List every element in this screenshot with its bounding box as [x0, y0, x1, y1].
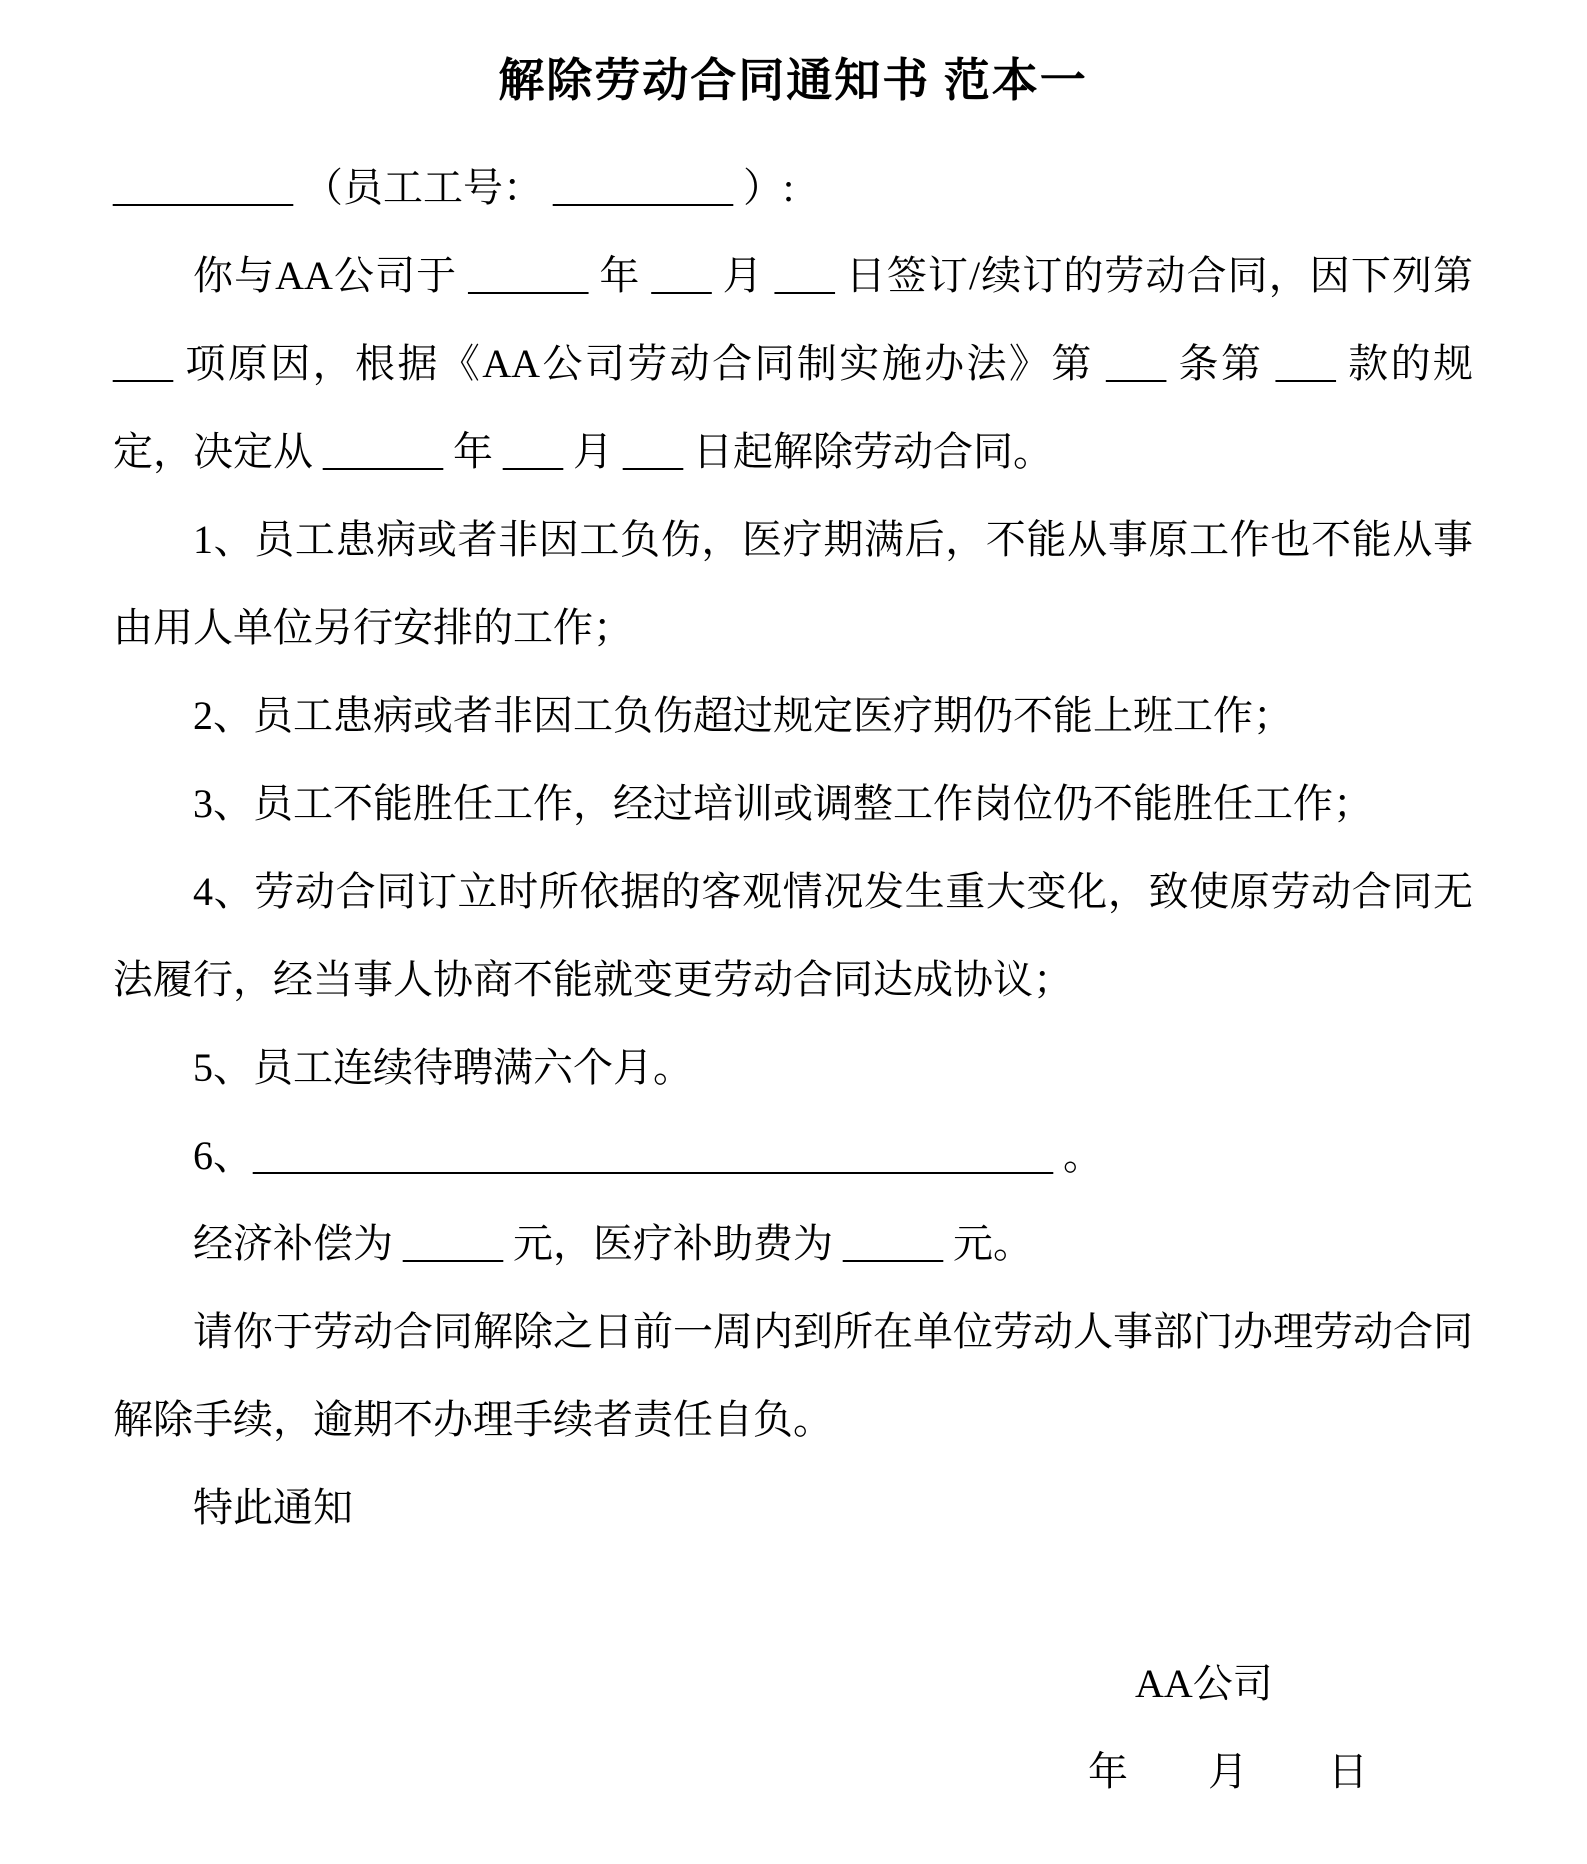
compensation-line: 经济补偿为 _____ 元，医疗补助费为 _____ 元。 — [193, 1221, 1033, 1266]
spacer — [113, 1552, 1473, 1640]
notice-paragraph: 请你于劳动合同解除之日前一周内到所在单位劳动人事部门办理劳动合同解除手续，逾期不办理手续者责任自负。 — [113, 1309, 1473, 1442]
reason-item-1: 1、员工患病或者非因工负伤，医疗期满后，不能从事原工作也不能从事由用人单位另行安排的工作； — [113, 517, 1473, 650]
reason-item-3: 3、员工不能胜任工作，经过培训或调整工作岗位仍不能胜任工作； — [193, 781, 1373, 826]
reason-item-6: 6、________________________________________ 。 — [193, 1133, 1103, 1178]
document-title: 解除劳动合同通知书 范本一 — [498, 55, 1088, 106]
intro-paragraph: 你与AA公司于 ______ 年 ___ 月 ___ 日签订/续订的劳动合同，因下列第 ___ 项原因，根据《AA公司劳动合同制实施办法》第 ___ 条第 ___ 款的规定，决定从 ______ 年 ___ 月 ___ 日起解除劳动合同。 — [113, 253, 1473, 474]
signature-date-line: 年 月 日 — [1088, 1749, 1368, 1794]
signature-company: AA公司 — [1135, 1661, 1273, 1706]
salutation-line: _________ （员工工号： _________ ）: — [113, 165, 795, 210]
closing-line: 特此通知 — [193, 1485, 353, 1530]
reason-item-5: 5、员工连续待聘满六个月。 — [193, 1045, 693, 1090]
reason-item-4: 4、劳动合同订立时所依据的客观情况发生重大变化，致使原劳动合同无法履行，经当事人协商不能就变更劳动合同达成协议； — [113, 869, 1473, 1002]
reason-item-2: 2、员工患病或者非因工负伤超过规定医疗期仍不能上班工作； — [193, 693, 1293, 738]
